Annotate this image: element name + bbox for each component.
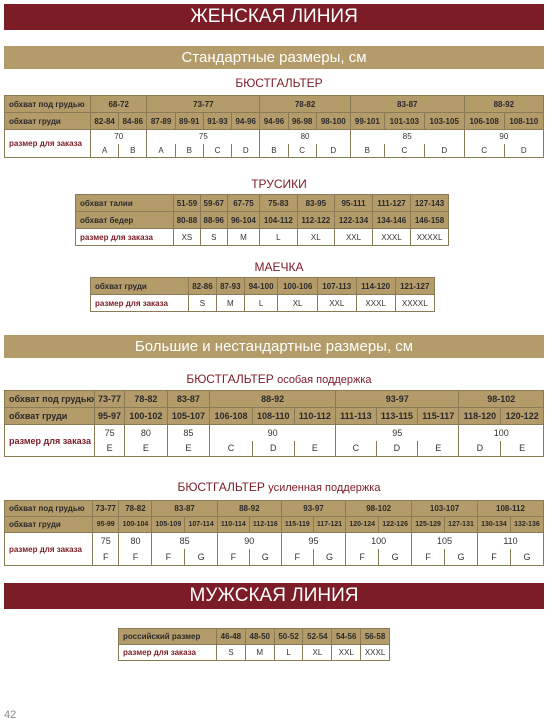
bust-cell: 106-108 — [210, 408, 253, 425]
order-size-cell: L — [274, 645, 303, 661]
row-label: обхват под грудью — [5, 96, 91, 113]
underbust-cell: 93-97 — [336, 391, 459, 408]
bust-cell: 94-96 — [232, 113, 260, 130]
bust-cell: 127-131 — [445, 517, 478, 533]
order-size-cell: XXL — [317, 295, 356, 312]
cup-cell: A — [147, 144, 175, 158]
bust-cell: 113-115 — [376, 408, 417, 425]
cup-cell: E — [501, 441, 544, 457]
underbust-cell: 108-112 — [478, 501, 544, 517]
bust-cell: 84-86 — [119, 113, 147, 130]
underbust-cell: 83-87 — [167, 391, 210, 408]
band-size-cell: 75 — [95, 425, 125, 441]
bust-cell: 107-114 — [185, 517, 217, 533]
underbust-cell: 88-92 — [217, 501, 281, 517]
bust-cell: 95-99 — [93, 517, 119, 533]
bra-size-table — [4, 95, 544, 158]
waist-cell: 51-59 — [174, 195, 201, 212]
bust-cell: 91-93 — [203, 113, 231, 130]
bust-cell: 115-117 — [418, 408, 459, 425]
band-size-cell: 110 — [478, 533, 544, 549]
bust-cell: 120-124 — [346, 517, 379, 533]
underbust-cell: 78-82 — [125, 391, 168, 408]
bust-cell: 82-86 — [189, 278, 217, 295]
band-size-cell: 95 — [336, 425, 459, 441]
band-size-cell: 75 — [147, 130, 260, 144]
waist-cell: 127-143 — [410, 195, 448, 212]
cup-cell: E — [167, 441, 210, 457]
hips-cell: 80-88 — [174, 212, 201, 229]
top-title: МАЕЧКА — [254, 260, 304, 274]
cup-cell: B — [260, 144, 288, 158]
band-size-cell: 90 — [217, 533, 281, 549]
hips-cell: 134-146 — [373, 212, 411, 229]
order-size-cell: XXL — [332, 645, 361, 661]
ru-size-cell: 52-54 — [303, 629, 332, 645]
bust-cell: 87-89 — [147, 113, 175, 130]
bust-cell: 117-121 — [313, 517, 345, 533]
waist-cell: 59-67 — [200, 195, 227, 212]
cup-cell: D — [376, 441, 417, 457]
order-size-cell: XXXXL — [395, 295, 434, 312]
bust-cell: 106-108 — [464, 113, 504, 130]
band-size-cell: 75 — [93, 533, 119, 549]
bust-cell: 130-134 — [478, 517, 511, 533]
cup-cell: D — [232, 144, 260, 158]
cup-cell: G — [510, 549, 543, 566]
row-label: размер для заказа — [5, 533, 93, 566]
bust-cell: 132-136 — [510, 517, 543, 533]
bust-cell: 120-122 — [501, 408, 544, 425]
bra-reinforced-size-table — [4, 500, 544, 566]
cup-cell: C — [288, 144, 316, 158]
bust-cell: 100-102 — [125, 408, 168, 425]
band-size-cell: 100 — [459, 425, 544, 441]
cup-cell: D — [316, 144, 350, 158]
bra-special-size-table — [4, 390, 544, 457]
band-size-cell: 95 — [281, 533, 345, 549]
waist-cell: 111-127 — [373, 195, 411, 212]
hips-cell: 88-96 — [200, 212, 227, 229]
bust-cell: 98-100 — [316, 113, 350, 130]
waist-cell: 95-111 — [335, 195, 373, 212]
bust-cell: 100-106 — [278, 278, 317, 295]
bust-cell: 110-112 — [294, 408, 335, 425]
hips-cell: 122-134 — [335, 212, 373, 229]
bust-cell: 96-98 — [288, 113, 316, 130]
hips-cell: 112-122 — [297, 212, 334, 229]
hips-cell: 96-104 — [227, 212, 259, 229]
order-size-cell: S — [200, 229, 227, 246]
band-size-cell: 85 — [152, 533, 217, 549]
bust-cell: 105-107 — [167, 408, 210, 425]
bust-cell: 114-120 — [356, 278, 395, 295]
bust-cell: 101-103 — [384, 113, 424, 130]
bust-cell: 87-93 — [216, 278, 244, 295]
bust-cell: 110-114 — [217, 517, 249, 533]
hips-cell: 146-158 — [410, 212, 448, 229]
panties-size-table — [75, 194, 449, 246]
ru-size-cell: 48-50 — [245, 629, 274, 645]
cup-cell: F — [217, 549, 249, 566]
standard-sizes-banner: Стандартные размеры, см — [4, 46, 544, 69]
order-size-cell: M — [245, 645, 274, 661]
underbust-cell: 83-87 — [350, 96, 464, 113]
row-label: размер для заказа — [5, 425, 95, 457]
bust-cell: 94-100 — [244, 278, 278, 295]
women-line-banner: ЖЕНСКАЯ ЛИНИЯ — [4, 4, 544, 30]
bust-cell: 121-127 — [395, 278, 434, 295]
ru-size-cell: 56-58 — [361, 629, 390, 645]
row-label: обхват бедер — [76, 212, 174, 229]
band-size-cell: 105 — [412, 533, 478, 549]
cup-cell: B — [119, 144, 147, 158]
bust-cell: 95-97 — [95, 408, 125, 425]
ru-size-cell: 54-56 — [332, 629, 361, 645]
waist-cell: 75-83 — [260, 195, 297, 212]
underbust-cell: 88-92 — [464, 96, 543, 113]
cup-cell: B — [350, 144, 384, 158]
order-size-cell: XXXL — [361, 645, 390, 661]
band-size-cell: 100 — [346, 533, 412, 549]
order-size-cell: XXXL — [356, 295, 395, 312]
page-number: 42 — [4, 709, 17, 721]
band-size-cell: 70 — [91, 130, 147, 144]
cup-cell: F — [93, 549, 119, 566]
underbust-cell: 103-107 — [412, 501, 478, 517]
order-size-cell: XL — [278, 295, 317, 312]
band-size-cell: 90 — [464, 130, 543, 144]
bra-special-title-main: БЮСТГАЛЬТЕР — [186, 372, 274, 386]
bust-cell: 82-84 — [91, 113, 119, 130]
cup-cell: D — [504, 144, 543, 158]
underbust-cell: 78-82 — [260, 96, 351, 113]
bust-cell: 99-101 — [350, 113, 384, 130]
cup-cell: G — [445, 549, 478, 566]
bust-cell: 111-113 — [336, 408, 377, 425]
order-size-cell: M — [216, 295, 244, 312]
row-label: обхват талии — [76, 195, 174, 212]
panties-title: ТРУСИКИ — [251, 177, 307, 191]
bust-cell: 115-119 — [281, 517, 313, 533]
bust-cell: 108-110 — [504, 113, 543, 130]
order-size-cell: XXXXL — [410, 229, 448, 246]
row-label: обхват груди — [5, 113, 91, 130]
order-size-cell: XXXL — [373, 229, 411, 246]
men-size-table — [118, 628, 390, 661]
cup-cell: G — [379, 549, 412, 566]
cup-cell: B — [175, 144, 203, 158]
bust-cell: 112-116 — [249, 517, 281, 533]
bra-reinforced-title-main: БЮСТГАЛЬТЕР — [177, 480, 265, 494]
order-size-cell: XXL — [335, 229, 373, 246]
row-label: размер для заказа — [76, 229, 174, 246]
cup-cell: E — [294, 441, 335, 457]
order-size-cell: M — [227, 229, 259, 246]
band-size-cell: 80 — [260, 130, 351, 144]
order-size-cell: XS — [174, 229, 201, 246]
cup-cell: F — [478, 549, 511, 566]
bust-cell: 100-104 — [119, 517, 152, 533]
cup-cell: C — [384, 144, 424, 158]
cup-cell: G — [313, 549, 345, 566]
band-size-cell: 90 — [210, 425, 336, 441]
bra-title: БЮСТГАЛЬТЕР — [235, 76, 323, 90]
underbust-cell: 73-77 — [93, 501, 119, 517]
bust-cell: 118-120 — [459, 408, 501, 425]
bust-cell: 125-129 — [412, 517, 445, 533]
bust-cell: 94-96 — [260, 113, 288, 130]
row-label: обхват груди — [5, 517, 93, 533]
cup-cell: C — [203, 144, 231, 158]
bra-special-title — [0, 372, 558, 386]
bust-cell: 103-105 — [424, 113, 464, 130]
row-label: обхват груди — [91, 278, 189, 295]
row-label: размер для заказа — [119, 645, 217, 661]
row-label: обхват под грудью — [5, 391, 95, 408]
bra-special-subtitle: особая поддержка — [277, 374, 372, 386]
row-label: обхват груди — [5, 408, 95, 425]
band-size-cell: 85 — [350, 130, 464, 144]
band-size-cell: 85 — [167, 425, 210, 441]
cup-cell: F — [152, 549, 185, 566]
row-label: российский размер — [119, 629, 217, 645]
plus-sizes-banner: Большие и нестандартные размеры, см — [4, 335, 544, 358]
cup-cell: G — [249, 549, 281, 566]
bra-reinforced-subtitle: усиленная поддержка — [268, 482, 381, 494]
underbust-cell: 93-97 — [281, 501, 345, 517]
cup-cell: A — [91, 144, 119, 158]
waist-cell: 67-75 — [227, 195, 259, 212]
cup-cell: D — [252, 441, 294, 457]
bust-cell: 108-110 — [252, 408, 294, 425]
band-size-cell: 80 — [125, 425, 168, 441]
hips-cell: 104-112 — [260, 212, 297, 229]
cup-cell: F — [412, 549, 445, 566]
band-size-cell: 80 — [119, 533, 152, 549]
underbust-cell: 83-87 — [152, 501, 217, 517]
cup-cell: C — [336, 441, 377, 457]
order-size-cell: XL — [303, 645, 332, 661]
underbust-cell: 73-77 — [95, 391, 125, 408]
order-size-cell: XL — [297, 229, 334, 246]
cup-cell: E — [125, 441, 168, 457]
bust-cell: 105-109 — [152, 517, 185, 533]
bust-cell: 89-91 — [175, 113, 203, 130]
underbust-cell: 98-102 — [459, 391, 544, 408]
order-size-cell: S — [189, 295, 217, 312]
underbust-cell: 68-72 — [91, 96, 147, 113]
men-line-banner: МУЖСКАЯ ЛИНИЯ — [4, 583, 544, 609]
row-label: размер для заказа — [5, 130, 91, 158]
ru-size-cell: 46-48 — [217, 629, 246, 645]
cup-cell: G — [185, 549, 217, 566]
cup-cell: E — [418, 441, 459, 457]
waist-cell: 83-95 — [297, 195, 334, 212]
underbust-cell: 98-102 — [346, 501, 412, 517]
cup-cell: F — [281, 549, 313, 566]
underbust-cell: 88-92 — [210, 391, 336, 408]
cup-cell: D — [424, 144, 464, 158]
underbust-cell: 78-82 — [119, 501, 152, 517]
bra-reinforced-title — [0, 480, 558, 494]
cup-cell: C — [464, 144, 504, 158]
cup-cell: F — [119, 549, 152, 566]
row-label: обхват под грудью — [5, 501, 93, 517]
row-label: размер для заказа — [91, 295, 189, 312]
order-size-cell: L — [244, 295, 278, 312]
ru-size-cell: 50-52 — [274, 629, 303, 645]
order-size-cell: L — [260, 229, 297, 246]
bust-cell: 107-113 — [317, 278, 356, 295]
cup-cell: F — [346, 549, 379, 566]
cup-cell: C — [210, 441, 253, 457]
order-size-cell: S — [217, 645, 246, 661]
top-size-table — [90, 277, 435, 312]
cup-cell: E — [95, 441, 125, 457]
cup-cell: D — [459, 441, 501, 457]
underbust-cell: 73-77 — [147, 96, 260, 113]
bust-cell: 122-126 — [379, 517, 412, 533]
